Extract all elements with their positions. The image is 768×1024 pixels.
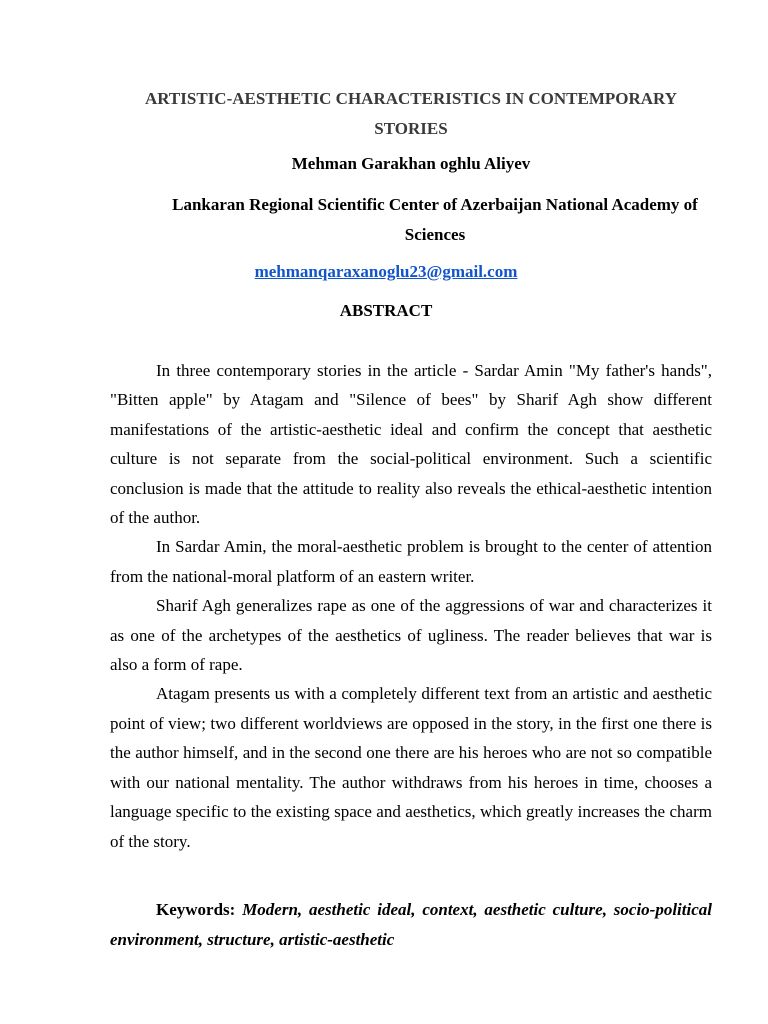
abstract-paragraph-2: In Sardar Amin, the moral-aesthetic problem is brought to the center of attention from the national-moral platform of an eastern writer. [110,537,712,586]
abstract-paragraph-1: In three contemporary stories in the article - Sardar Amin "My father's hands", "Bitten apple" by Atagam and "Silence of bees" by Sharif Agh show different manifestations of the artistic-aesthetic ideal and confirm the concept that aesthetic culture is not separate from the social-political environment. Such a scientific conclusion is made that the attitude to reality also reveals the ethical-aesthetic intention of the author. [110,361,712,528]
paper-title: ARTISTIC-AESTHETIC CHARACTERISTICS IN CONTEMPORARY STORIES [144,89,678,138]
abstract-heading: ABSTRACT [339,301,433,320]
author-name: Mehman Garakhan oghlu Aliyev [291,154,531,173]
keywords-paragraph [110,895,712,954]
keywords-list: Modern, aesthetic ideal, context, aesthetic culture, socio-political environment, structure, artistic-aesthetic [110,900,712,949]
keywords-label: Keywords: [156,900,236,919]
author-email-container [110,260,662,284]
author-affiliation: Lankaran Regional Scientific Center of Azerbaijan National Academy of Sciences [172,195,698,244]
author-email-link[interactable]: mehmanqaraxanoglu23@gmail.com [254,262,518,281]
keywords-section [110,895,712,954]
abstract-paragraph-3: Sharif Agh generalizes rape as one of the aggressions of war and characterizes it as one of the archetypes of the aesthetics of ugliness. The reader believes that war is also a form of rape. [110,596,712,675]
abstract-paragraph-4: Atagam presents us with a completely different text from an artistic and aesthetic point of view; two different worldviews are opposed in the story, in the first one there is the author himself, and in the second one there are his heroes who are not so compatible with our national mentality. The author withdraws from his heroes in time, chooses a language specific to the existing space and aesthetics, which greatly increases the charm of the story. [110,684,712,851]
abstract-body [110,356,712,856]
